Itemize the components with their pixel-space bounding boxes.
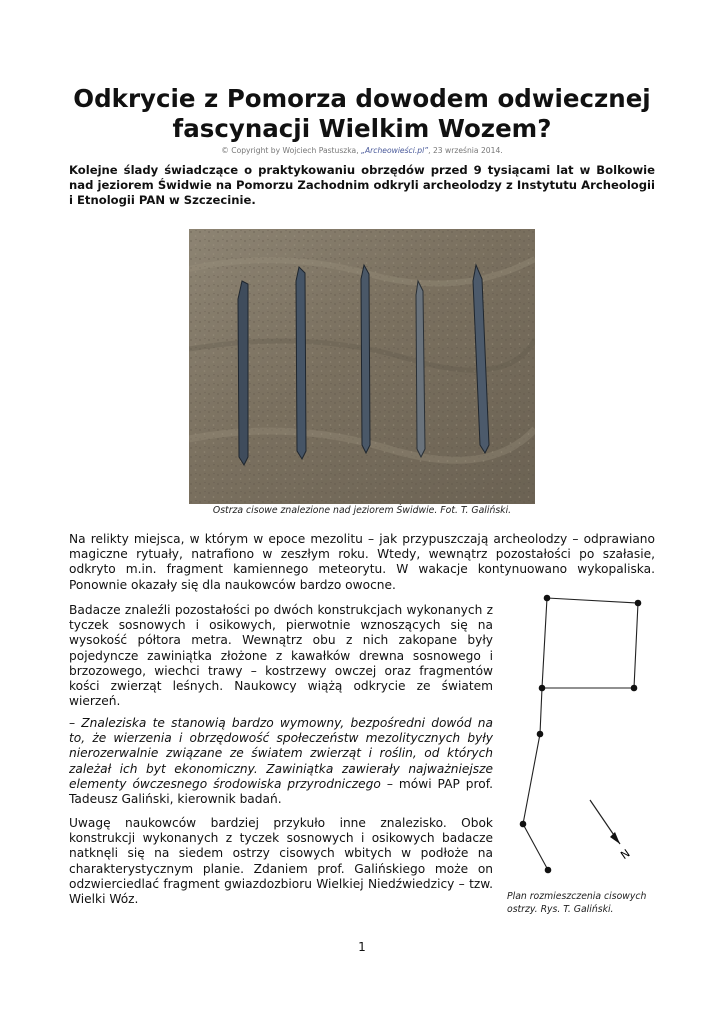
- stake-point: [544, 595, 551, 602]
- paragraph-big-dipper: Uwagę naukowców bardziej przykuło inne znalezisko. Obok konstrukcji wykonanych z tyczek sosnowych i osikowych badacze natknęli się na siedem ostrzy cisowych wbitych w podłoże na charakterystycznym planie. Zdaniem prof. Galińskiego może on odzwierciedlać fragment gwiazdozbioru Wielkiej Niedźwiedzicy – tzw. Wielki Wóz.: [69, 816, 493, 907]
- north-arrow-icon: [590, 800, 632, 862]
- photo-caption: Ostrza cisowe znalezione nad jeziorem Świdwie. Fot. T. Galiński.: [212, 505, 512, 516]
- stake-layout-plan: [507, 588, 667, 888]
- yew-stake: [361, 265, 370, 453]
- yew-stake: [416, 281, 425, 457]
- north-label: N: [618, 846, 633, 863]
- copyright-date: , 23 września 2014.: [428, 146, 503, 155]
- paragraph-quote: [69, 716, 493, 807]
- paragraph-constructions: Badacze znaleźli pozostałości po dwóch konstrukcjach wykonanych z tyczek sosnowych i osikowych, pierwotnie wznoszących się na wysokość półtora metra. Wewnątrz obu z nich zakopane były pojedyncze zawiniątka złożone z kawałków drewna sosnowego i brzozowego, wiechci trawy – kostrzewy owczej oraz fragmentów kości zwierząt leśnych. Naukowcy wiążą odkrycie ze światem wierzeń.: [69, 603, 493, 709]
- stake-point: [631, 685, 638, 692]
- stake-point: [520, 821, 527, 828]
- yew-stake: [238, 281, 248, 465]
- page-number: 1: [358, 940, 366, 954]
- copyright-line: [60, 146, 664, 155]
- copyright-prefix: © Copyright by Wojciech Pastuszka,: [221, 146, 362, 155]
- stake-point: [635, 600, 642, 607]
- plan-caption: Plan rozmieszczenia cisowych ostrzy. Rys. T. Galiński.: [507, 891, 647, 915]
- stake-point: [545, 867, 552, 874]
- quote-text: – Znaleziska te stanowią bardzo wymowny, bezpośredni dowód na to, że wierzenia i obrzędowość społeczeństw mezolitycznych były nierozerwalnie związane ze światem zwierząt i roślin, od których zależał ich byt ekonomiczny. Zawiniątka zawierały najważniejsze elementy ówczesnego środowiska przyrodniczego: [69, 716, 493, 791]
- quote-attribution: – mówi PAP prof. Tadeusz Galiński, kierownik badań.: [69, 776, 493, 807]
- lead-paragraph: Kolejne ślady świadczące o praktykowaniu obrzędów przed 9 tysiącami lat w Bolkowie nad jeziorem Świdwie na Pomorzu Zachodnim odkryli archeolodzy z Instytutu Archeologii i Etnologii PAN w Szczecinie.: [69, 163, 655, 207]
- yew-stakes-photo: [189, 229, 535, 504]
- yew-stake: [296, 267, 306, 459]
- plan-points: [520, 595, 642, 874]
- publication-link[interactable]: „Archeowieści.pl”: [361, 146, 429, 155]
- stake-point: [539, 685, 546, 692]
- paragraph-discovery: Na relikty miejsca, w którym w epoce mezolitu – jak przypuszczają archeolodzy – odprawiano magiczne rytuały, natrafiono w zeszłym roku. Wtedy, wewnątrz pozostałości po szałasie, odkryto m.in. fragment kamiennego meteorytu. W wakacje kontynuowano wykopaliska. Ponownie okazały się dla naukowców bardzo owocne.: [69, 532, 655, 592]
- stake-point: [537, 731, 544, 738]
- article-title: Odkrycie z Pomorza dowodem odwiecznej fascynacji Wielkim Wozem?: [73, 84, 651, 143]
